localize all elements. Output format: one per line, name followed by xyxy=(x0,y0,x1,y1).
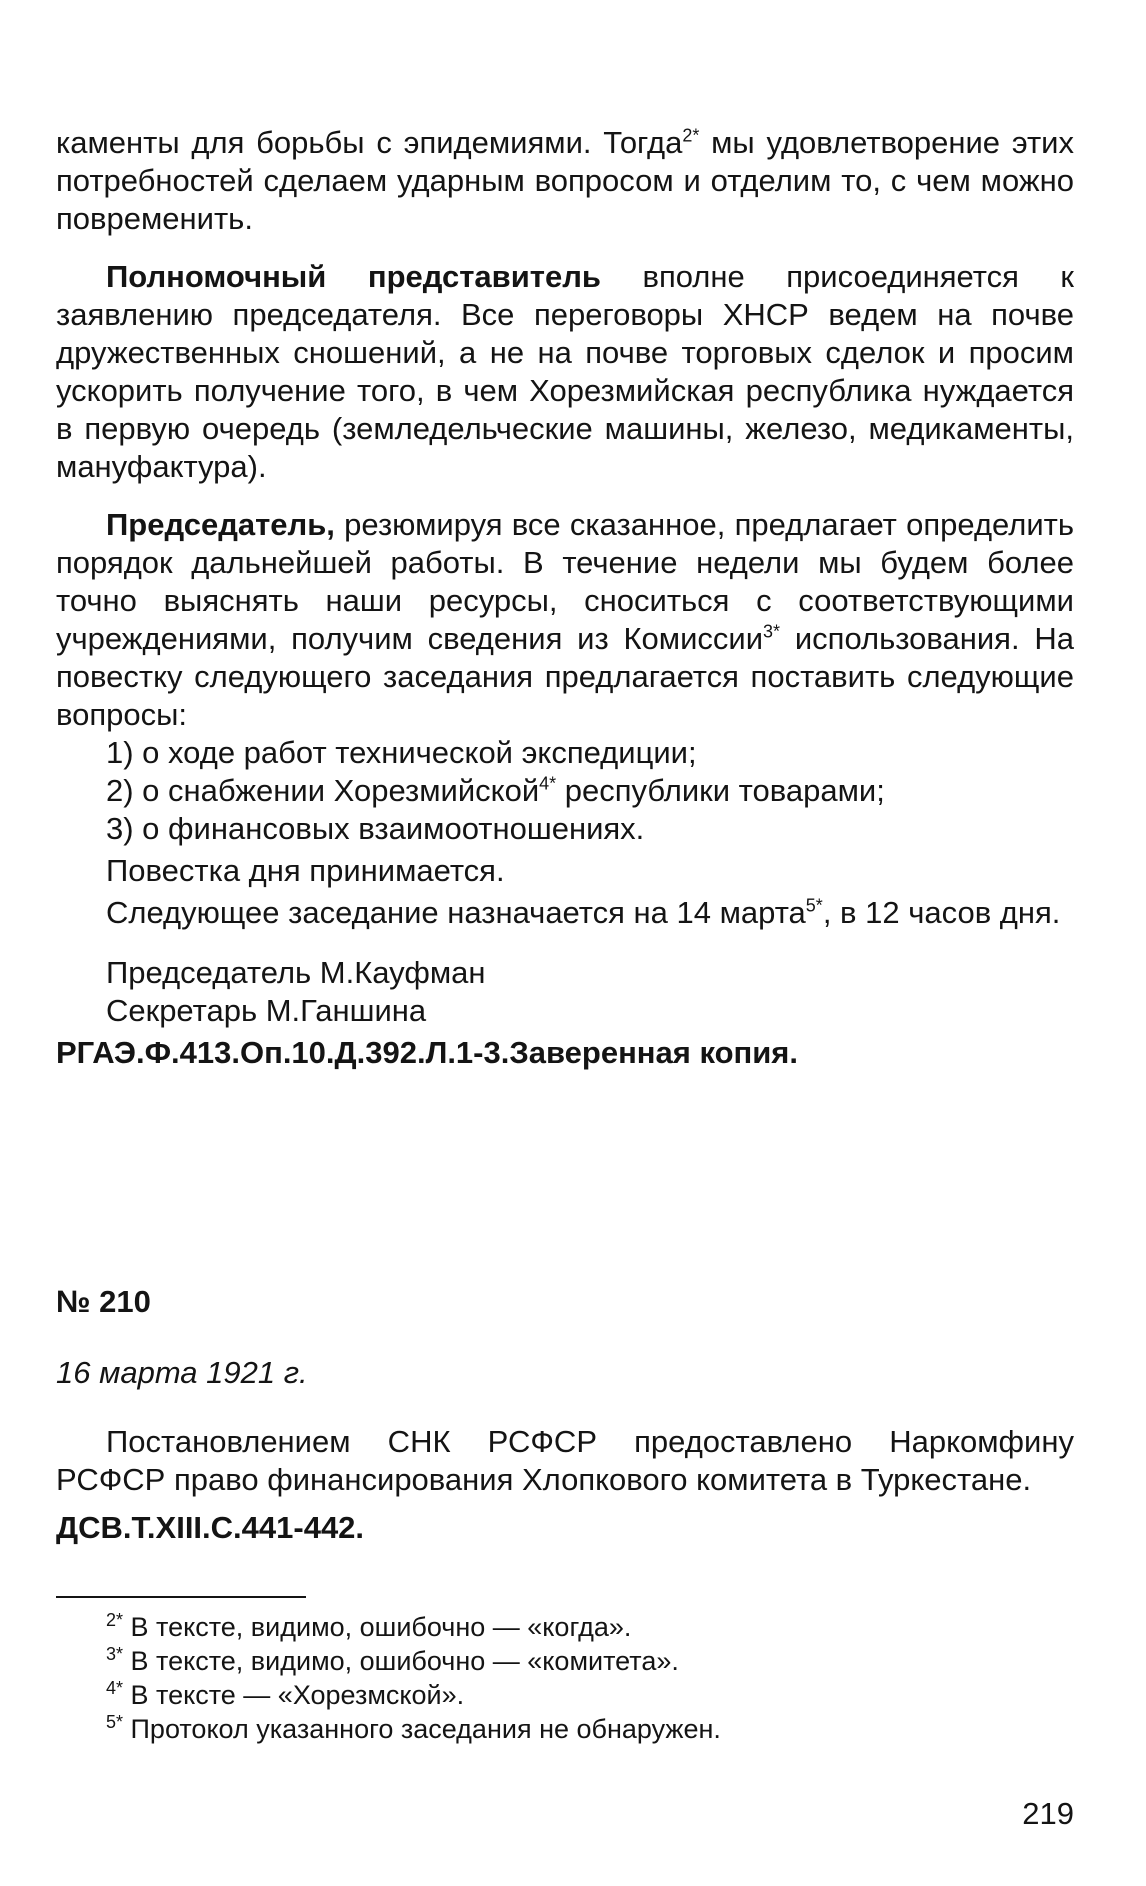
paragraph-3: Председатель, резюмируя все сказанное, предлагает определить порядок дальнейшей работы. В течение недели мы будем более точно выяснять наши ресурсы, сноситься с соответствующими учреждениями, получим сведения из Комиссии$^{3*}$ использования. На повестку следующего заседания предлагается поставить следующие вопросы: xyxy=(56,507,1074,732)
footnotes xyxy=(106,1610,1006,1746)
footnote-4: $^{4*}$ В тексте — «Хорезмской». xyxy=(106,1678,465,1710)
agenda-accepted: Повестка дня принимается. xyxy=(106,853,505,888)
page-number: 219 xyxy=(1022,1796,1074,1831)
next-meeting: Следующее заседание назначается на 14 марта$^{5*}$, в 12 часов дня. xyxy=(106,895,1061,930)
footnote-5: $^{5*}$ Протокол указанного заседания не обнаружен. xyxy=(106,1712,721,1744)
footnote-ref-4: 4* xyxy=(539,773,557,794)
paragraph-2: Полномочный представитель вполне присоединяется к заявлению председателя. Все переговоры ХНСР ведем на почве дружественных сношений, а не на почве торговых сделок и просим ускорить получение того, в чем Хорезмийская республика нуждается в первую очередь (земледельческие машины, железо, медикаменты, мануфактура). xyxy=(56,259,1074,484)
signature-chairman: Председатель М.Кауфман xyxy=(106,955,486,990)
footnote-ref-5: 5* xyxy=(805,895,823,916)
paragraph-1: каменты для борьбы с эпидемиями. Тогда$^{2*}$ мы удовлетворение этих потребностей сделаем ударным вопросом и отделим то, с чем можно повременить. xyxy=(56,125,1074,236)
footnote-2: $^{2*}$ В тексте, видимо, ошибочно — «когда». xyxy=(106,1610,632,1642)
document-number: № 210 xyxy=(56,1284,151,1319)
archive-reference: РГАЭ.Ф.413.Оп.10.Д.392.Л.1-3.Заверенная копия. xyxy=(56,1035,798,1070)
footnote-divider xyxy=(56,1596,306,1598)
signature-secretary: Секретарь М.Ганшина xyxy=(106,993,427,1028)
document-body: Постановлением СНК РСФСР предоставлено Наркомфину РСФСР право финансирования Хлопкового комитета в Туркестане. xyxy=(56,1424,1074,1497)
document-date: 16 марта 1921 г. xyxy=(56,1355,308,1390)
footnote-ref-2: 2* xyxy=(682,125,700,146)
footnote-ref-3: 3* xyxy=(763,621,781,642)
agenda-item-3: 3) о финансовых взаимоотношениях. xyxy=(106,811,645,846)
document-source: ДСВ.Т.XIII.С.441-442. xyxy=(56,1510,365,1545)
agenda-item-2: 2) о снабжении Хорезмийской$^{4*}$ республики товарами; xyxy=(106,773,885,808)
document-210 xyxy=(56,1283,1074,1321)
agenda-item-1: 1) о ходе работ технической экспедиции; xyxy=(106,735,697,770)
speaker-chairman: Председатель, xyxy=(106,507,335,542)
footnote-3: $^{3*}$ В тексте, видимо, ошибочно — «комитета». xyxy=(106,1644,679,1676)
main-text xyxy=(56,124,1074,1072)
speaker-plenipotentiary: Полномочный представитель xyxy=(106,259,601,294)
